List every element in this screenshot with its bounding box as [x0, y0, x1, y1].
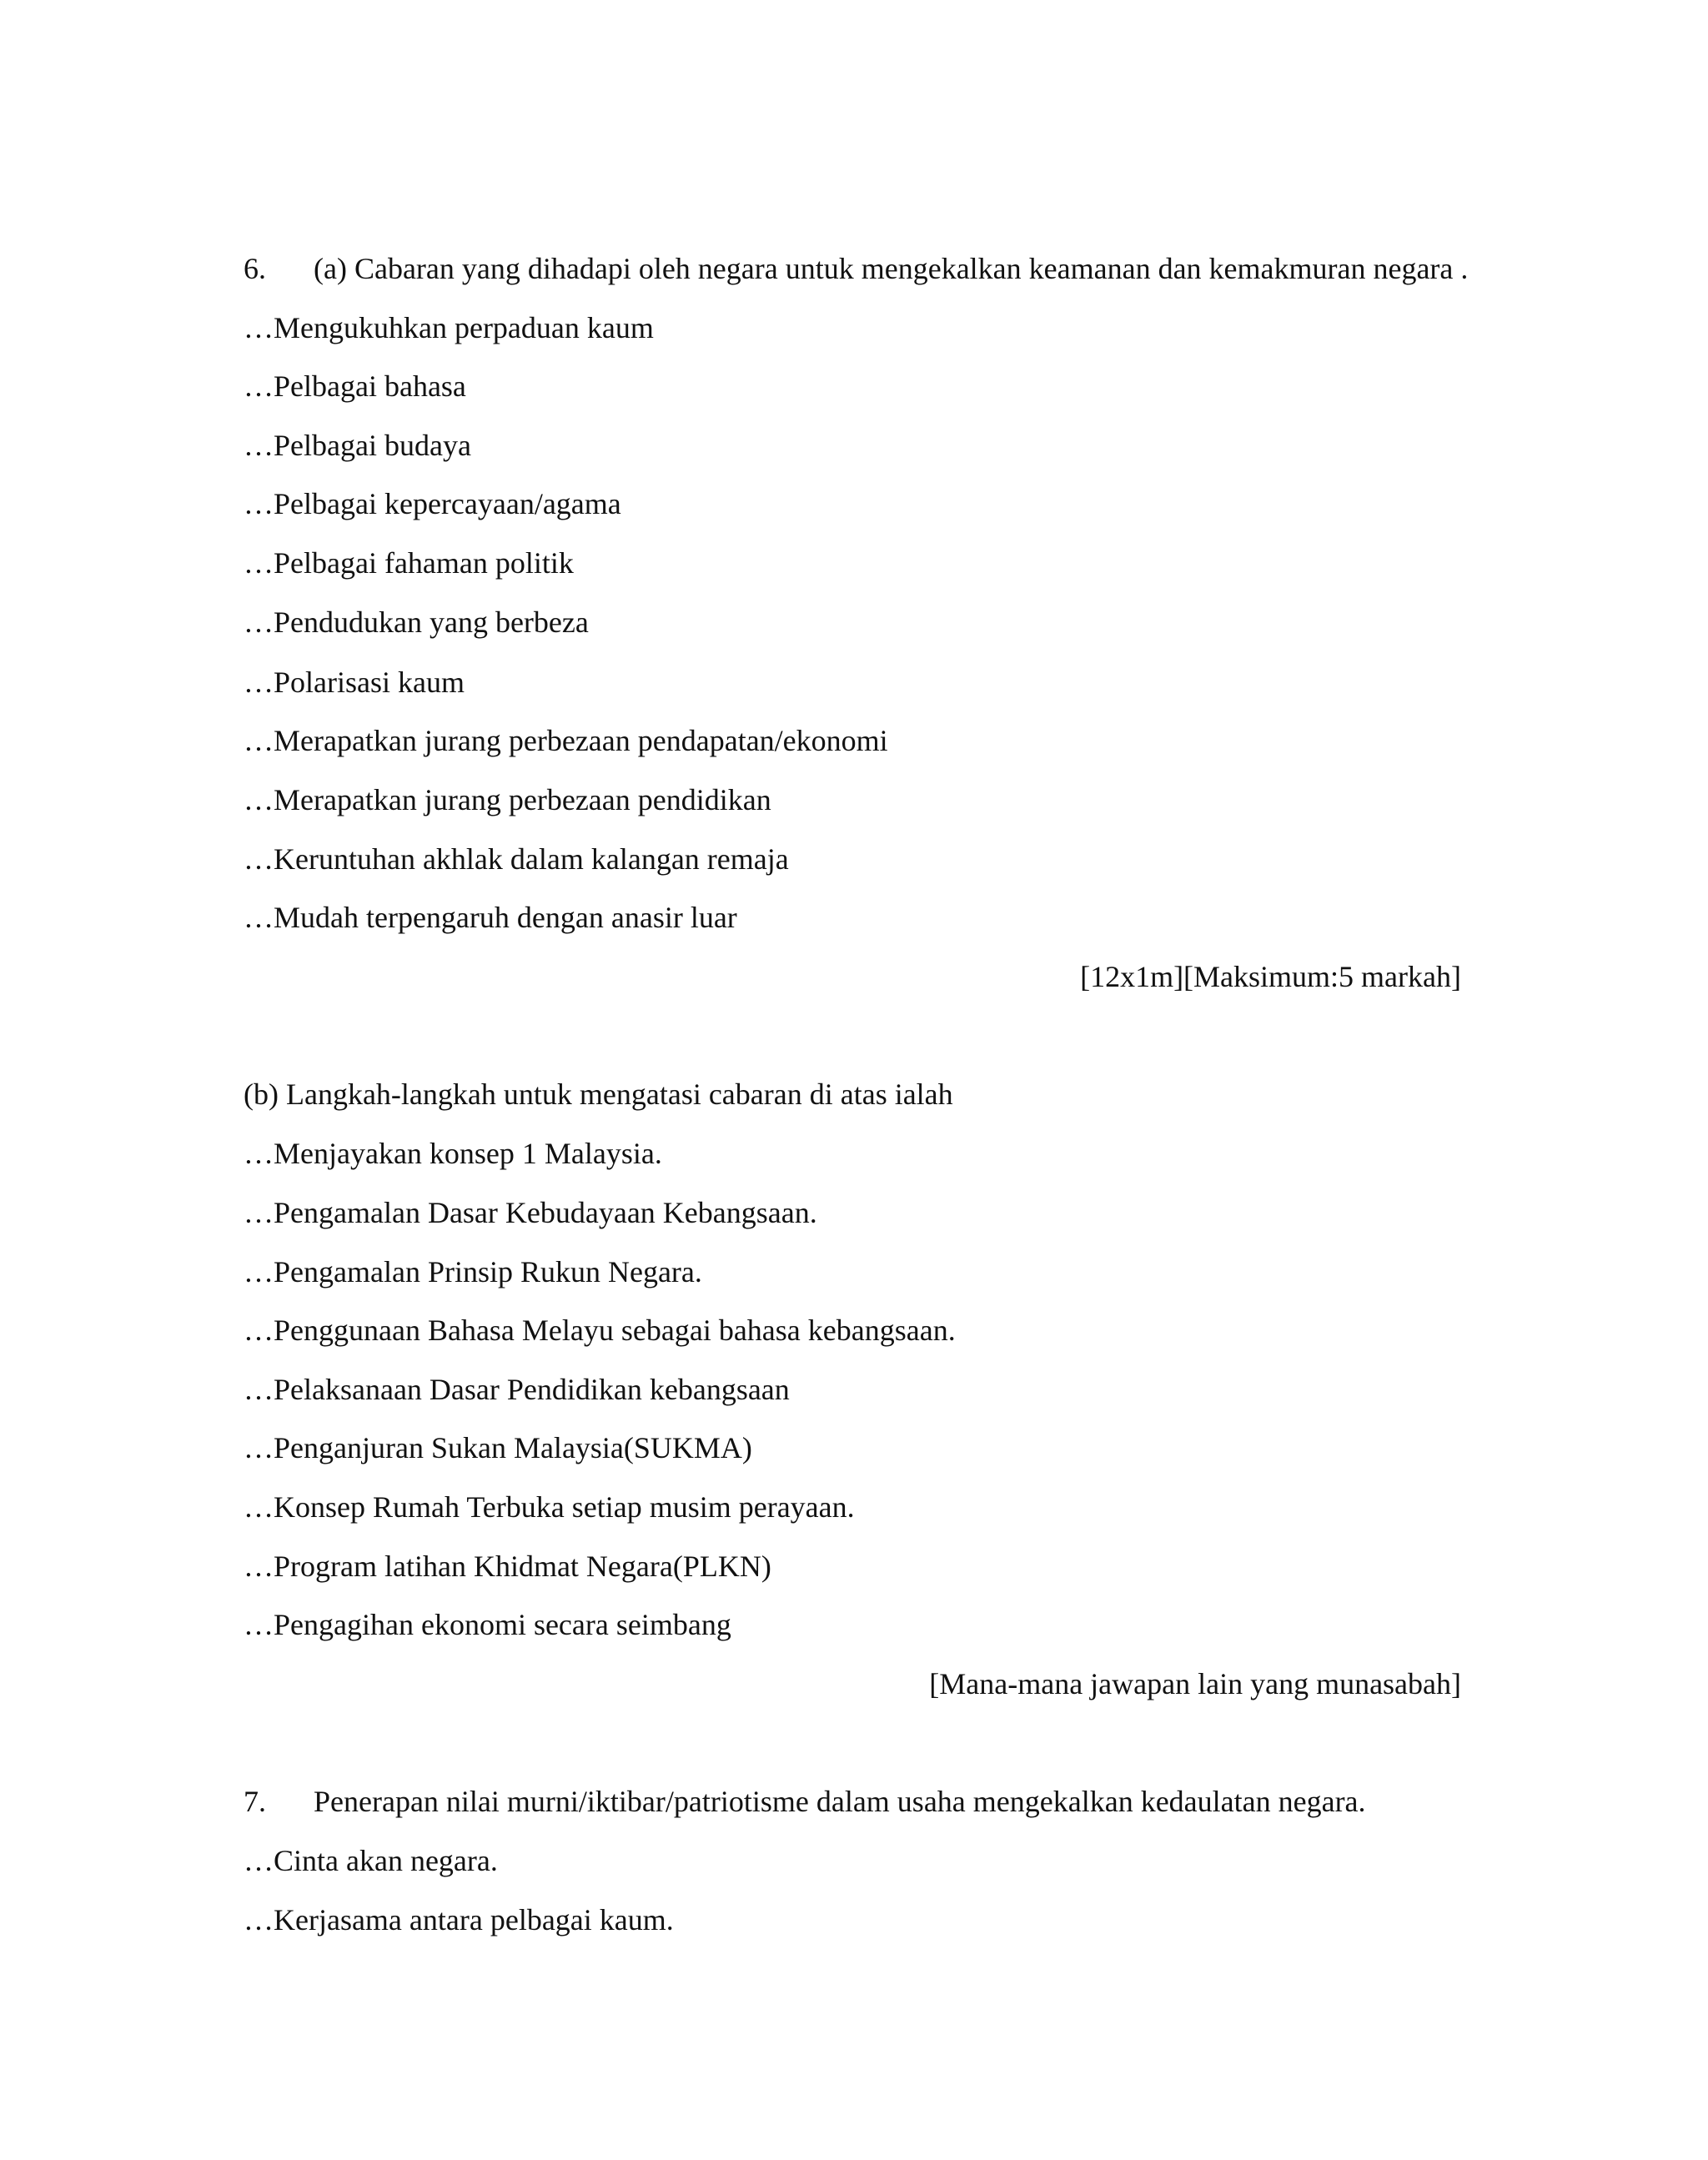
q6a-item: …Polarisasi kaum [244, 666, 465, 699]
q6a-item: …Pelbagai budaya [244, 429, 471, 462]
q6b-item: …Pengamalan Dasar Kebudayaan Kebangsaan. [244, 1196, 817, 1229]
q7-item: …Kerjasama antara pelbagai kaum. [244, 1903, 674, 1936]
q6a-heading-line [244, 250, 1468, 287]
q6a-heading: (a) Cabaran yang dihadapi oleh negara untuk mengekalkan keamanan dan kemakmuran negara . [314, 252, 1469, 285]
q6b-marks: [Mana-mana jawapan lain yang munasabah] [929, 1667, 1461, 1700]
q6a-item: …Merapatkan jurang perbezaan pendapatan/ekonomi [244, 724, 888, 757]
q6a-item: …Pelbagai bahasa [244, 369, 466, 403]
q6a-item: …Mengukuhkan perpaduan kaum [244, 311, 654, 344]
q7-heading: Penerapan nilai murni/iktibar/patriotisme dalam usaha mengekalkan kedaulatan negara. [314, 1785, 1366, 1818]
q6b-item: …Menjayakan konsep 1 Malaysia. [244, 1137, 662, 1170]
q6b-item: …Program latihan Khidmat Negara(PLKN) [244, 1550, 771, 1583]
q6a-item: …Keruntuhan akhlak dalam kalangan remaja [244, 842, 789, 876]
q6b-item: …Penggunaan Bahasa Melayu sebagai bahasa kebangsaan. [244, 1314, 956, 1347]
q6a-item: …Pendudukan yang berbeza [244, 605, 589, 639]
q6-number: 6. [244, 252, 266, 285]
q7-item: …Cinta akan negara. [244, 1844, 498, 1877]
q6b-item: …Penganjuran Sukan Malaysia(SUKMA) [244, 1431, 752, 1464]
q7-heading-line [244, 1783, 1366, 1820]
q6b-item: …Pengamalan Prinsip Rukun Negara. [244, 1255, 702, 1288]
q6b-heading: (b) Langkah-langkah untuk mengatasi cabaran di atas ialah [244, 1077, 953, 1111]
q6a-item: …Pelbagai fahaman politik [244, 546, 574, 580]
q6b-item: …Pelaksanaan Dasar Pendidikan kebangsaan [244, 1373, 790, 1406]
q6a-item: …Mudah terpengaruh dengan anasir luar [244, 901, 737, 934]
q6a-marks: [12x1m][Maksimum:5 markah] [1080, 960, 1461, 993]
q6a-item: …Pelbagai kepercayaan/agama [244, 487, 621, 520]
q7-number: 7. [244, 1785, 266, 1818]
q6b-item: …Pengagihan ekonomi secara seimbang [244, 1608, 731, 1641]
q6a-item: …Merapatkan jurang perbezaan pendidikan [244, 783, 771, 816]
q6b-item: …Konsep Rumah Terbuka setiap musim perayaan. [244, 1490, 855, 1524]
